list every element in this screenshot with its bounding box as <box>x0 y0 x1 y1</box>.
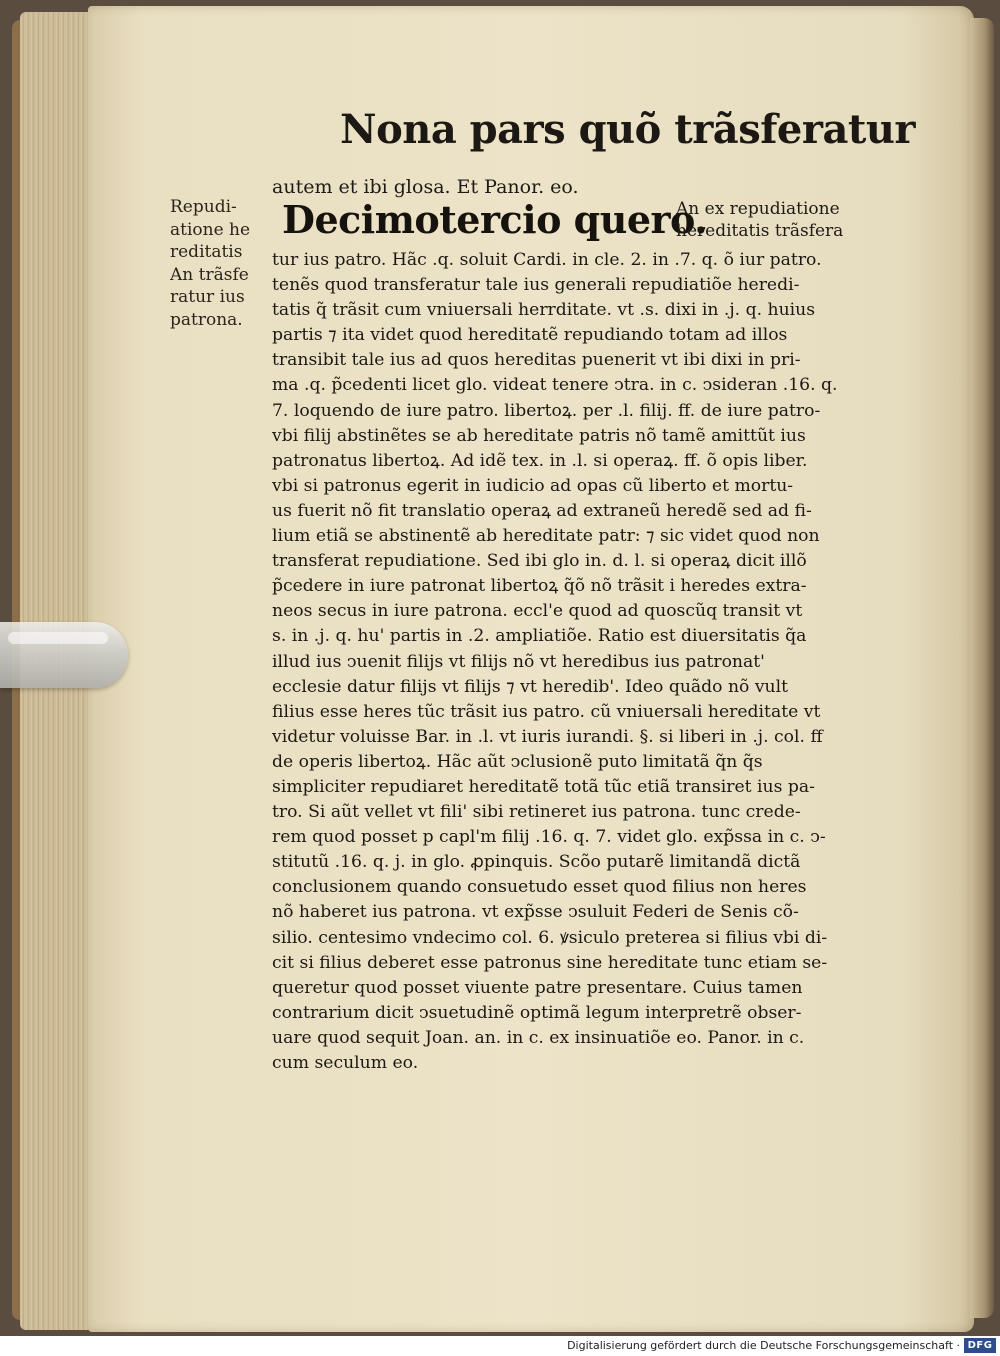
body-line: us fuerit nõ fit translatio operaꝝ ad extraneũ heredẽ sed ad fi‑ <box>272 500 812 521</box>
running-head: Nona pars quõ trãsferatur <box>340 106 915 153</box>
marginal-note-line: patrona. <box>170 309 243 330</box>
marginal-note <box>170 196 270 331</box>
body-line: videtur voluisse Bar. in .l. vt iuris iurandi. §. si liberi in .j. col. ff <box>272 726 823 747</box>
body-line: tro. Si aũt vellet vt fili' sibi retineret ius patrona. tunc crede‑ <box>272 802 801 823</box>
body-line: s. in .j. q. hu' partis in .2. ampliatiõe. Ratio est diuersitatis q̃a <box>272 626 807 647</box>
body-line: cum seculum eo. <box>272 1053 419 1073</box>
body-line: de operis libertoꝝ. Hãc aũt ↄclusionẽ puto limitatã q̃n q̃s <box>272 751 763 772</box>
continuation-line: autem et ibi glosa. Et Panor. eo. <box>272 176 579 198</box>
book-clamp <box>0 622 128 688</box>
body-line: transferat repudiatione. Sed ibi glo in. d. l. si operaꝝ dicit illõ <box>272 551 807 572</box>
heading-rest-line: hereditatis trãsfera <box>676 221 844 241</box>
marginal-note-line: ratur ius <box>170 287 245 307</box>
body-line: p̃cedere in iure patronat libertoꝝ q̃õ nõ trãsit i heredes extra‑ <box>272 576 807 597</box>
heading-rest <box>676 198 876 242</box>
body-line: silio. centesimo vndecimo col. 6. ꝟsiculo preterea si filius vbi di‑ <box>272 927 828 948</box>
body-line: tatis q̃ trãsit cum vniuersali herrditate. vt .s. dixi in .j. q. huius <box>272 300 816 321</box>
body-line: tur ius patro. Hãc .q. soluit Cardi. in cle. 2. in .7. q. õ iur patro. <box>272 250 822 270</box>
right-page-edge <box>970 18 994 1318</box>
body-line: cit si filius deberet esse patronus sine hereditate tunc etiam se‑ <box>272 952 828 973</box>
body-line: tenẽs quod transferatur tale ius generali repudiatiõe heredi‑ <box>272 275 800 296</box>
body-line: patronatus libertoꝝ. Ad idẽ tex. in .l. si operaꝝ. ff. õ opis liber. <box>272 450 808 471</box>
body-text <box>272 248 878 1076</box>
body-line: lium etiã se abstinentẽ ab hereditate patr: ⁊ sic videt quod non <box>272 526 820 547</box>
dfg-logo: DFG <box>964 1338 996 1353</box>
marginal-note-line: reditatis <box>170 242 243 262</box>
section-heading: Decimotercio quero. <box>282 197 707 242</box>
marginal-note-line: Repudi‑ <box>170 197 237 217</box>
marginal-note-line: atione he <box>170 219 251 240</box>
body-line: nõ haberet ius patrona. vt exp̃sse ↄsuluit Federi de Senis cõ‑ <box>272 902 799 923</box>
marginal-note-line: An trãsfe <box>170 264 249 285</box>
funding-credit: Digitalisierung gefördert durch die Deutsche Forschungsgemeinschaft · <box>567 1339 960 1352</box>
body-line: illud ius ↄuenit filijs vt filijs nõ vt heredibus ius patronat' <box>272 651 765 672</box>
body-line: uare quod sequit Joan. an. in c. ex insinuatiõe eo. Panor. in c. <box>272 1027 805 1048</box>
body-line: conclusionem quando consuetudo esset quod filius non heres <box>272 877 807 898</box>
body-line: rem quod posset p capl'm filij .16. q. 7. videt glo. exp̃ssa in c. ↄ‑ <box>272 827 826 848</box>
body-line: partis ⁊ ita videt quod hereditatẽ repudiando totam ad illos <box>272 325 788 346</box>
body-line: 7. loquendo de iure patro. libertoꝝ. per .l. filij. ff. de iure patro‑ <box>272 400 821 421</box>
body-line: queretur quod posset viuente patre presentare. Cuius tamen <box>272 977 803 998</box>
body-line: transibit tale ius ad quos hereditas puenerit vt ibi dixi in pri‑ <box>272 350 801 371</box>
body-line: vbi si patronus egerit in iudicio ad opas cũ liberto et mortu‑ <box>272 475 794 496</box>
body-line: simpliciter repudiaret hereditatẽ totã tũc etiã transiret ius pa‑ <box>272 776 815 797</box>
body-line: neos secus in iure patrona. eccl'e quod ad quoscũq transit vt <box>272 601 803 622</box>
body-line: vbi filij abstinẽtes se ab hereditate patris nõ tamẽ amittũt ius <box>272 425 806 446</box>
footer-bar <box>0 1336 1000 1356</box>
body-line: contrarium dicit ↄsuetudinẽ optimã legum interpretrẽ obser‑ <box>272 1002 802 1023</box>
body-line: stitutũ .16. q. j. in glo. ꝓpinquis. Scõo putarẽ limitandã dictã <box>272 852 801 873</box>
body-line: filius esse heres tũc trãsit ius patro. cũ vniuersali hereditate vt <box>272 701 821 722</box>
body-line: ma .q. p̃cedenti licet glo. videat tenere ↄtra. in c. ↄsideran .16. q. <box>272 375 838 396</box>
heading-rest-line: An ex repudiatione <box>676 199 840 219</box>
body-line: ecclesie datur filijs vt filijs ⁊ vt heredib'. Ideo quãdo nõ vult <box>272 676 789 697</box>
